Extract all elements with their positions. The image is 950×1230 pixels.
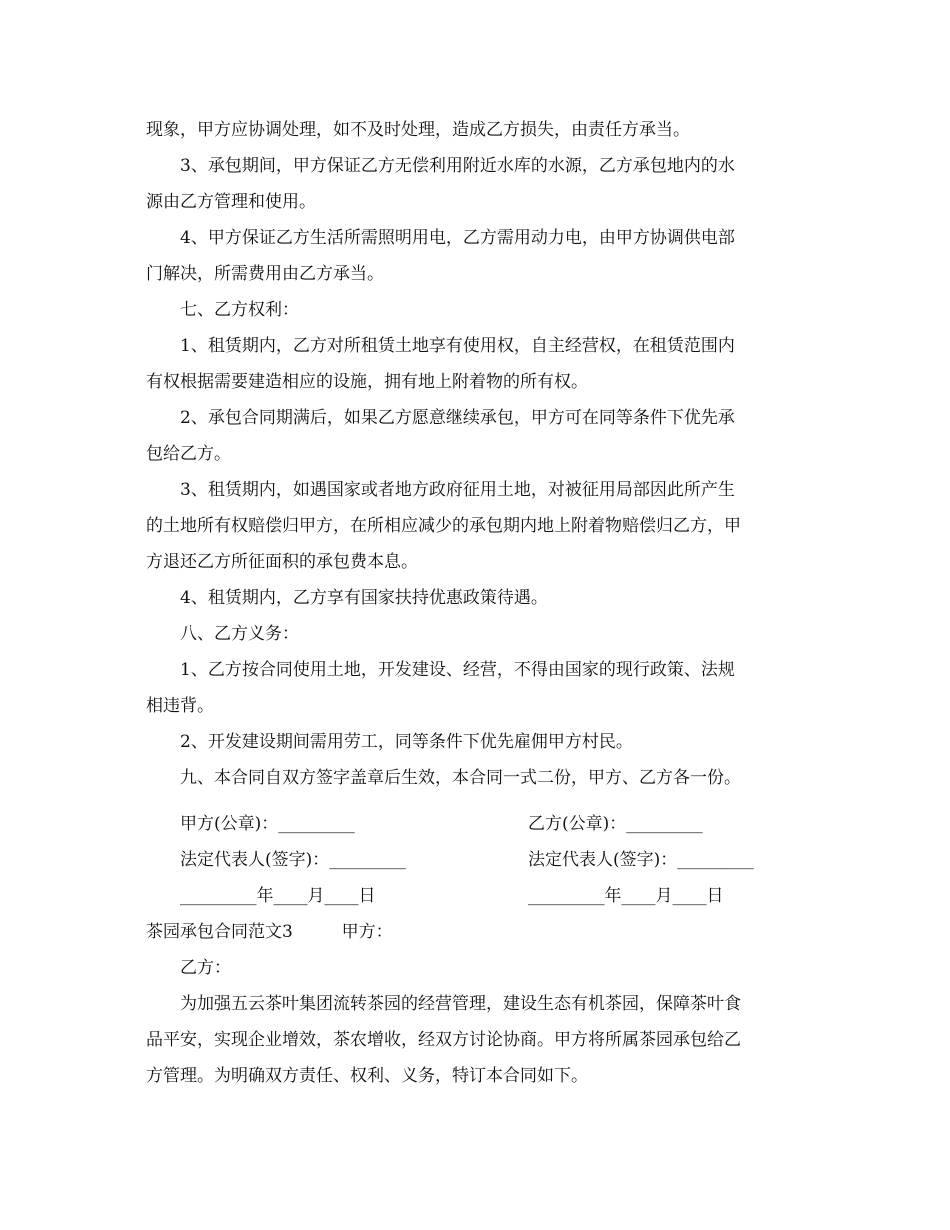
party-a-representative-field: 法定代表人(签字)：_________ (180, 850, 406, 870)
text-line: 现象，甲方应协调处理，如不及时处理，造成乙方损失，由责任方承当。 (146, 120, 690, 140)
section-heading-rights: 七、乙方权利： (180, 300, 299, 320)
party-b-representative-field: 法定代表人(签字)：_________ (528, 850, 754, 870)
text-line: 为加强五云茶叶集团流转茶园的经营管理，建设生态有机茶园，保障茶叶食 (180, 994, 741, 1014)
text-line: 1、租赁期内，乙方对所租赁土地享有使用权，自主经营权，在租赁范围内 (180, 336, 735, 356)
text-line: 源由乙方管理和使用。 (146, 192, 316, 212)
party-b-label: 乙方： (180, 958, 231, 978)
text-line: 3、承包期间，甲方保证乙方无偿利用附近水库的水源，乙方承包地内的水 (180, 156, 735, 176)
section-title-row (146, 914, 393, 950)
text-line: 1、乙方按合同使用土地，开发建设、经营，不得由国家的现行政策、法规 (180, 660, 735, 680)
text-line: 2、承包合同期满后，如果乙方愿意继续承包，甲方可在同等条件下优先承 (180, 408, 735, 428)
intro-paragraph (146, 986, 806, 1094)
contract-body (146, 112, 806, 796)
text-line: 有权根据需要建造相应的设施，拥有地上附着物的所有权。 (146, 372, 588, 392)
text-line: 4、甲方保证乙方生活所需照明用电，乙方需用动力电，由甲方协调供电部 (180, 228, 735, 248)
text-line: 2、开发建设期间需用劳工，同等条件下优先雇佣甲方村民。 (180, 732, 633, 752)
text-line: 品平安，实现企业增效，茶农增收，经双方讨论协商。甲方将所属茶园承包给乙 (146, 1030, 741, 1050)
text-line: 方管理。为明确双方责任、权利、义务，特订本合同如下。 (146, 1066, 588, 1086)
text-line: 门解决，所需费用由乙方承当。 (146, 264, 384, 284)
text-line: 3、租赁期内，如遇国家或者地方政府征用土地，对被征用局部因此所产生 (180, 480, 735, 500)
section-heading-obligations: 八、乙方义务： (180, 624, 299, 644)
party-b-date-field: _________年____月____日 (528, 886, 724, 906)
text-line: 4、租赁期内，乙方享有国家扶持优惠政策待遇。 (180, 588, 548, 608)
section-title: 茶园承包合同范文3 (146, 922, 293, 942)
text-line: 方退还乙方所征面积的承包费本息。 (146, 552, 418, 572)
party-a-seal-field: 甲方(公章)：_________ (180, 814, 355, 834)
text-line: 的土地所有权赔偿归甲方，在所相应减少的承包期内地上附着物赔偿归乙方，甲 (146, 516, 741, 536)
party-a-label: 甲方： (341, 922, 393, 942)
text-line: 相违背。 (146, 696, 214, 716)
text-line: 包给乙方。 (146, 444, 231, 464)
party-b-seal-field: 乙方(公章)：_________ (528, 814, 703, 834)
text-line: 九、本合同自双方签字盖章后生效，本合同一式二份，甲方、乙方各一份。 (180, 768, 741, 788)
party-a-date-field: _________年____月____日 (180, 886, 376, 906)
